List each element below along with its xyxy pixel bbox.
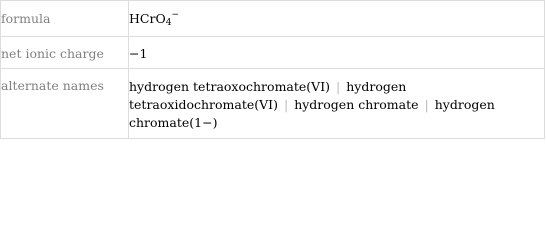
name-separator: |	[283, 97, 289, 112]
alternate-name-item: hydrogen tetraoxochromate(VI)	[129, 79, 331, 94]
table-row-formula	[1, 1, 545, 37]
alternate-names-cell	[129, 69, 545, 139]
alternate-name-item: hydrogen tetraoxidochromate(VI)	[129, 79, 407, 112]
formula-subscript: 4	[165, 18, 172, 28]
charge-value: −1	[129, 37, 545, 69]
table-row-alternate-names	[1, 69, 545, 139]
alternate-names-list	[129, 78, 544, 132]
name-separator: |	[336, 79, 341, 94]
alternate-name-item: hydrogen chromate(1−)	[129, 97, 495, 130]
formula-label: formula	[1, 1, 129, 37]
name-separator: |	[424, 97, 429, 112]
formula-superscript: −	[171, 10, 179, 20]
charge-label: net ionic charge	[1, 37, 129, 69]
alternate-names-label: alternate names	[1, 69, 129, 139]
formula-base: HCrO	[129, 11, 166, 26]
table-row-charge	[1, 37, 545, 69]
formula-value	[129, 1, 545, 37]
alternate-name-item: hydrogen chromate	[294, 97, 419, 112]
